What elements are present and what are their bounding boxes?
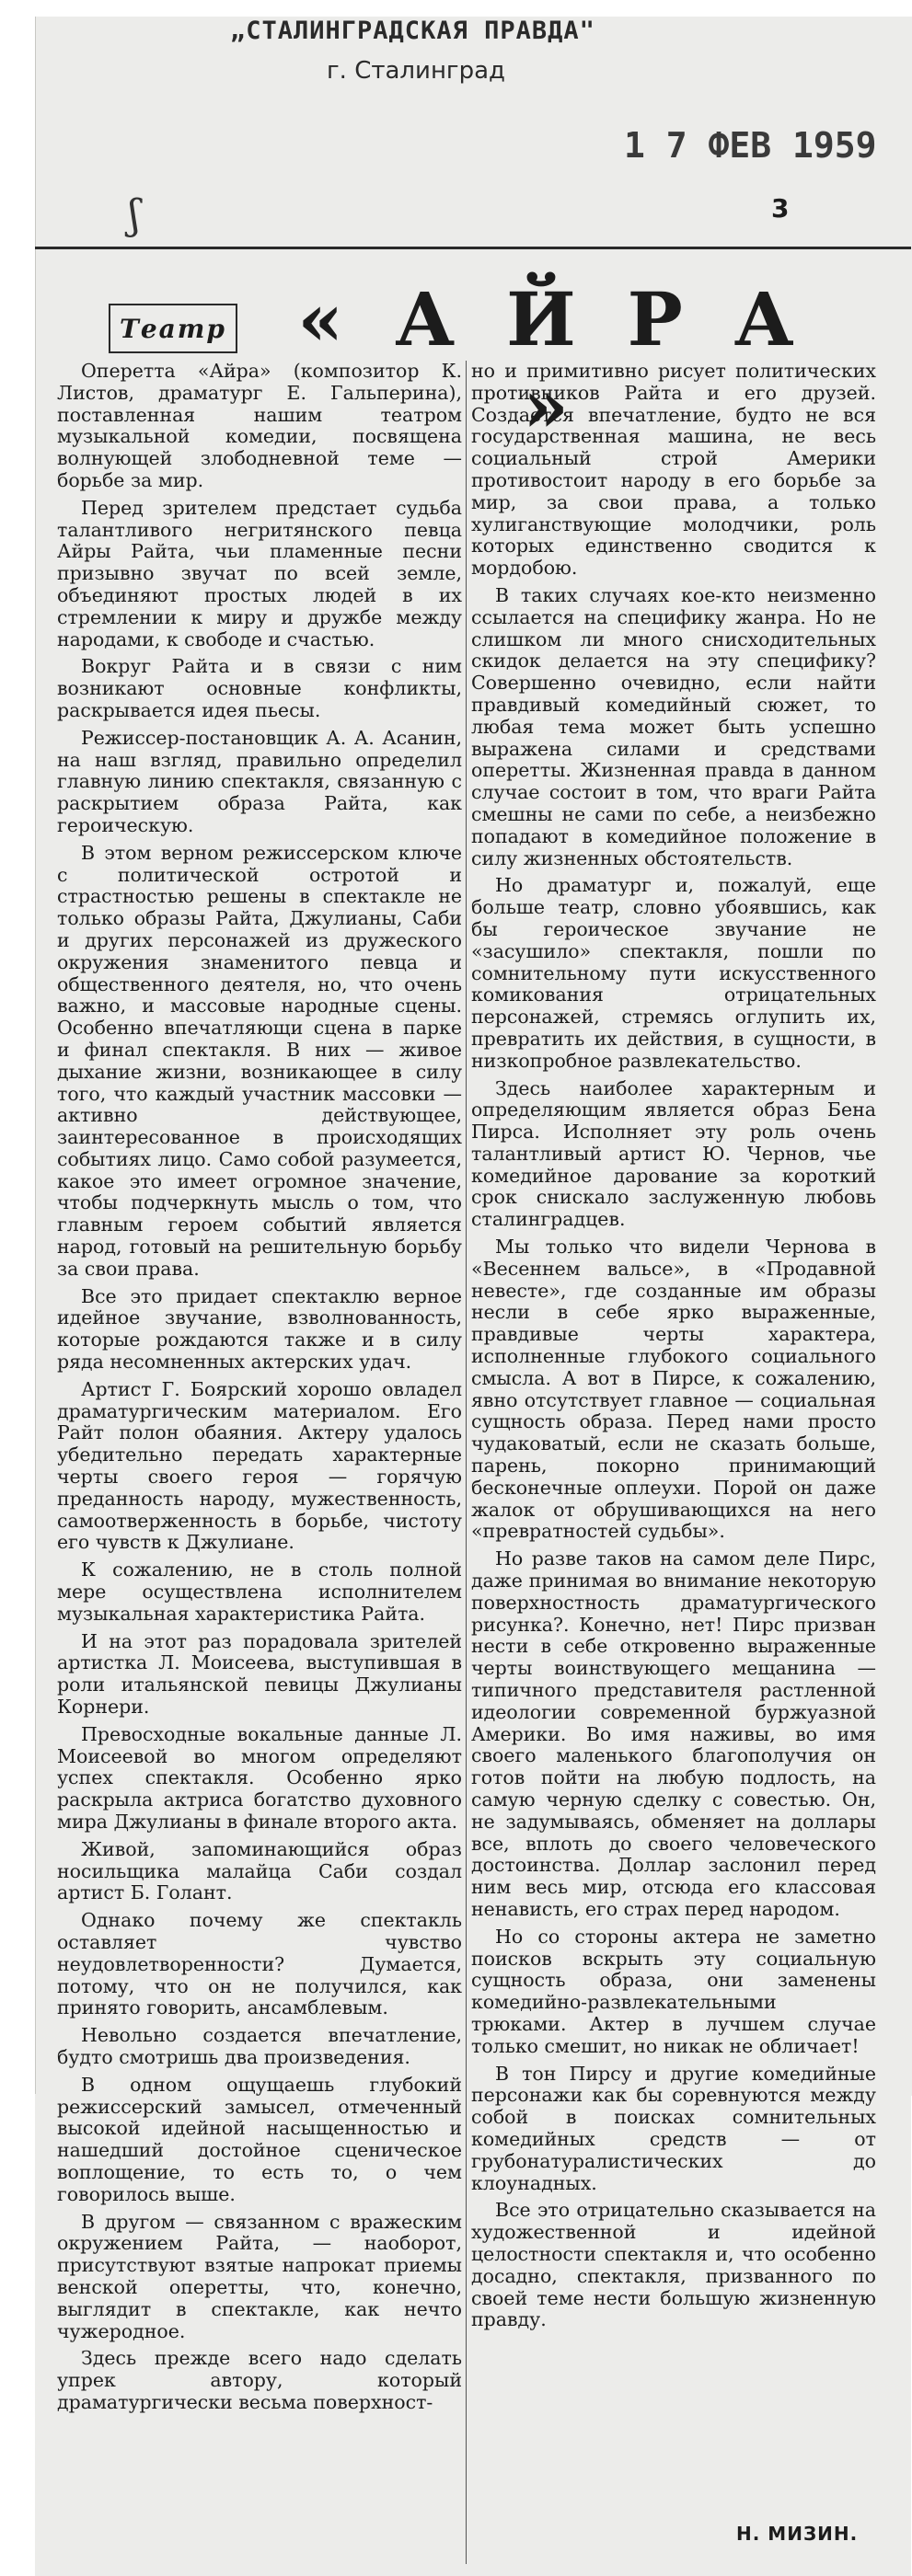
city-stamp: г. Сталинград xyxy=(327,57,506,85)
paragraph: Оперетта «Айра» (композитор К. Листов, драматург Е. Гальперина), поставленная нашим театром музыкальной комедии, посвящена волнующей злободневной теме — борьбе за мир. xyxy=(57,360,462,491)
paragraph: Здесь наиболее характерным и определяющим является образ Бена Пирса. Исполняет эту роль очень талантливый артист Ю. Чернов, чье комедийное дарование за короткий срок снискало заслуженную любовь сталинградцев. xyxy=(471,1076,876,1231)
paragraph: Но разве таков на самом деле Пирс, даже принимая во внимание некоторую поверхностность драматургического рисунка?. Конечно, нет! Пирс призван нести в себе откровенно выраженные черты воинствующего мещанина — типичного представителя растленной идеологии современной буржуазной Америки. Во имя наживы, во имя своего маленького благополучия он готов пойти на любую подлость, на самую черную сделку с совестью. Он, не задумываясь, обменяет на доллары все, вплоть до своего человеческого достоинства. Доллар заслонил перед ним весь мир, отсюда его классовая ненависть, его страх перед народом. xyxy=(471,1547,876,1920)
handwritten-mark: ʃ xyxy=(129,191,140,238)
article-column-left xyxy=(57,361,462,2420)
paragraph: В тон Пирсу и другие комедийные персонажи как бы соревнуются между собой в поисках сомнительных комедийных средств — от грубонатуралистических до клоунадных. xyxy=(471,2062,876,2194)
paragraph: В одном ощущаешь глубокий режиссерский замысел, отмеченный высокой идейной насыщенностью и нашедший достойное сценическое воплощение, то есть то, о чем говорилось выше. xyxy=(57,2073,462,2205)
paragraph: Превосходные вокальные данные Л. Моисеевой во многом определяют успех спектакля. Особенно ярко раскрыла актриса богатство духовного мира Джулианы в финале второго акта. xyxy=(57,1722,462,1833)
paragraph: Все это отрицательно сказывается на художественной и идейной целостности спектакля и, что особенно досадно, спектакля, призванного по своей теме нести большую жизненную правду. xyxy=(471,2199,876,2331)
paragraph: Все это придает спектаклю верное идейное звучание, взволнованность, которые рождаются также и в силу ряда несомненных актерских удач. xyxy=(57,1284,462,1374)
paragraph: но и примитивно рисует политических противников Райта и его друзей. Создается впечатление, будто не вся государственная машина, не весь социальный строй Америки противостоит народу в его борьбе за мир, за свои права, а только хулиганствующие молодчики, роль которых единственно сводится к мордобою. xyxy=(471,360,876,580)
paragraph: Вокруг Райта и в связи с ним возникают основные конфликты, раскрывается идея пьесы. xyxy=(57,655,462,721)
paragraph: Живой, запоминающийся образ носильщика малайца Саби создал артист Б. Голант. xyxy=(57,1837,462,1904)
author-signature: Н. МИЗИН. xyxy=(736,2523,859,2545)
paragraph: Перед зрителем предстает судьба талантливого негритянского певца Айры Райта, чьи пламенные песни призывно звучат по всей земле, объединяют простых людей в их стремлении к миру и дружбе между народами, к свободе и счастью. xyxy=(57,496,462,650)
header-rule xyxy=(35,247,911,249)
rubric-label: Театр xyxy=(109,304,237,353)
paragraph: Мы только что видели Чернова в «Весеннем вальсе», в «Продавной невесте», где созданные им образы несли в себе ярко выраженные, правдивые черты характера, исполненные глубокого социального смысла. А вот в Пирсе, к сожалению, явно отсутствует главное — социальная сущность образа. Перед нами просто чудаковатый, если не сказать больше, парень, покорно принимающий бесконечные оплеухи. Порой он даже жалок от обрушивающихся на него «превратностей судьбы». xyxy=(471,1236,876,1543)
article-column-right xyxy=(471,361,876,2337)
paragraph: Артист Г. Боярский хорошо овладел драматургическим материалом. Его Райт полон обаяния. Актеру удалось убедительно передать характерные черты своего героя — горячую преданность народу, мужественность, самоотверженность в борьбе, чистоту его чувств к Джулиане. xyxy=(57,1377,462,1554)
paragraph: Однако почему же спектакль оставляет чувство неудовлетворенности? Думается, потому, что он не получился, как принято говорить, ансамблевым. xyxy=(57,1909,462,2019)
newspaper-name-stamp: „СТАЛИНГРАДСКАЯ ПРАВДА" xyxy=(230,17,595,45)
date-stamp: 1 7 ФЕВ 1959 xyxy=(624,125,877,166)
paragraph: Режиссер-постановщик А. А. Асанин, на наш взгляд, правильно определил главную линию спектакля, связанную с раскрытием образа Райта, как героическую. xyxy=(57,726,462,836)
paragraph: Здесь прежде всего надо сделать упрек автору, который драматургически весьма поверхност- xyxy=(57,2347,462,2413)
page-number: 3 xyxy=(771,193,790,224)
paragraph: В этом верном режиссерском ключе с политической остротой и страстностью решены в спектакле не только образы Райта, Джулианы, Саби и других персонажей из дружеского окружения знаменитого певца и общественного деятеля, но, что очень важно, и массовые народные сцены. Особенно впечатляющи сцена в парке и финал спектакля. В них — живое дыхание жизни, возникающее в силу того, что каждый участник массовки — активно действующее, заинтересованное в происходящих событиях лицо. Само собой разумеется, какое это имеет огромное значение, чтобы подчеркнуть мысль о том, что главным героем событий является народ, готовый на решительную борьбу за свои права. xyxy=(57,841,462,1280)
paragraph: Но драматург и, пожалуй, еще больше театр, словно убоявшись, как бы героическое звучание не «засушило» спектакля, пошли по сомнительному пути искусственного комикования отрицательных персонажей, стремясь оглупить их, превратить их действия, в сущности, в низкопробное развлекательство. xyxy=(471,874,876,1072)
article-title: « А Й Р А » xyxy=(297,276,807,449)
paragraph: В другом — связанном с вражеским окружением Райта, — наоборот, присутствуют взятые напрокат приемы венской оперетты, что, конечно, выглядит в спектакле, как нечто чужеродное. xyxy=(57,2210,462,2342)
paragraph: Но со стороны актера не заметно поисков вскрыть эту социальную сущность образа, они заменены комедийно-развлекательными трюками. Актер в лучшем случае только смешит, но никак не обличает! xyxy=(471,1925,876,2057)
paragraph: К сожалению, не в столь полной мере осуществлена исполнителем музыкальная характеристика Райта. xyxy=(57,1558,462,1625)
column-divider xyxy=(466,361,467,2564)
paragraph: В таких случаях кое-кто неизменно ссылается на специфику жанра. Но не слишком ли много снисходительных скидок делается на эту специфику? Совершенно очевидно, если найти правдивый комедийный сюжет, то любая тема может быть успешно выражена силами и средствами оперетты. Жизненная правда в данном случае состоит в том, что враги Райта смешны не сами по себе, а неизбежно попадают в комедийное положение в силу жизненных обстоятельств. xyxy=(471,583,876,869)
paragraph: И на этот раз порадовала зрителей артистка Л. Моисеева, выступившая в роли итальянской певицы Джулианы Корнери. xyxy=(57,1629,462,1719)
paragraph: Невольно создается впечатление, будто смотришь два произведения. xyxy=(57,2024,462,2068)
